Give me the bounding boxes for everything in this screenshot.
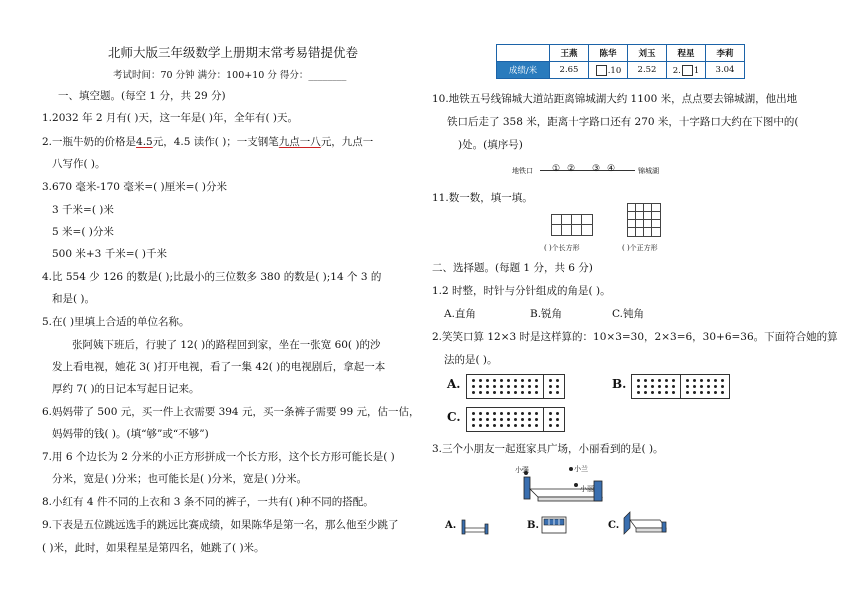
- q3-option-b-letter: B.: [527, 520, 539, 531]
- q2-text-a: 2.一瓶牛奶的价格是: [42, 136, 137, 148]
- s2-q2-line1: 2.笑笑口算 12×3 时是这样算的：10×3=30，2×3=6，30+6=36。下面符合她的算: [432, 331, 838, 343]
- player-name: 刘玉: [628, 45, 667, 62]
- q10-line3: )处。(填序号): [458, 139, 523, 151]
- section1-heading: 一、填空题。(每空 1 分，共 29 分): [58, 90, 226, 102]
- table-header-label: 选手: [497, 45, 550, 62]
- q3-line4: 500 米+3 千米=( )千米: [52, 248, 168, 260]
- rect-grid-figure: [551, 214, 593, 236]
- q2-text-c: 元，九点一: [320, 136, 374, 148]
- line-mark: ④: [607, 164, 616, 174]
- score-cell: 2.52: [628, 62, 667, 79]
- score-cell: 3.04: [706, 62, 745, 79]
- player-name: 李莉: [706, 45, 745, 62]
- page-title: 北师大版三年级数学上册期末常考易错提优卷: [108, 45, 359, 60]
- dot-array-option-c: [466, 407, 565, 432]
- player-name: 王燕: [550, 45, 589, 62]
- s2-q2-line2: 法的是( )。: [444, 354, 498, 366]
- q2-option-b-letter: B.: [612, 377, 627, 391]
- bed-side-view-icon: [460, 514, 490, 536]
- q5-line2: 张阿姨下班后，行驶了 12( )的路程回到家，坐在一张宽 60( )的沙: [72, 339, 381, 351]
- q4-line1: 4.比 554 少 126 的数是( );比最小的三位数多 380 的数是( );14 个 3 的: [42, 271, 382, 283]
- blank-box: [682, 65, 693, 76]
- s2-q1-option: B.锐角: [530, 308, 563, 320]
- child-name-label: 小丽: [580, 485, 594, 493]
- child-figure-icon: [574, 483, 578, 487]
- player-name: 陈华: [589, 45, 628, 62]
- s2-q3: 3.三个小朋友一起逛家具广场，小丽看到的是( )。: [432, 443, 664, 455]
- s2-q1: 1.2 时整，时针与分针组成的角是( )。: [432, 285, 611, 297]
- q6-line1: 6.妈妈带了 500 元，买一件上衣需要 394 元，买一条裤子需要 99 元，估一估，: [42, 406, 420, 418]
- q4-line2: 和是( )。: [52, 293, 96, 305]
- bed-angled-view-icon: [620, 508, 670, 538]
- child-name-label: 小兰: [574, 465, 588, 473]
- q7-line1: 7.用 6 个边长为 2 分米的小正方形拼成一个长方形，这个长方形可能长是( ): [42, 451, 395, 463]
- table-row-label: 成绩/米: [497, 62, 550, 79]
- q3-option-c-letter: C.: [608, 520, 620, 531]
- score-tail: .10: [607, 65, 622, 76]
- q2-price2: 九点一八: [278, 136, 321, 148]
- q1: 1.2032 年 2 月有( )天，这一年是( )年，全年有( )天。: [42, 112, 299, 124]
- q2-option-a-letter: A.: [447, 377, 461, 391]
- q2-line2: 八写作( )。: [52, 158, 106, 170]
- q2-text-b: 元，4.5 读作( )；一支钢笔: [152, 136, 279, 148]
- player-name: 程星: [667, 45, 706, 62]
- q3-line1: 3.670 毫米-170 毫米=( )厘米=( )分米: [42, 181, 227, 193]
- line-end-label: 锦城湖: [638, 167, 659, 175]
- q2-line1: [42, 134, 373, 149]
- q10-line1: 10.地铁五号线锦城大道站距离锦城湖大约 1100 米，点点要去锦城湖，他出地: [432, 93, 798, 105]
- q11: 11.数一数，填一填。: [432, 192, 533, 204]
- score-head: 2.: [672, 65, 681, 76]
- q3-option-a-letter: A.: [445, 520, 457, 531]
- dot-array-option-b: [631, 374, 730, 399]
- exam-info: 考试时间：70 分钟 满分：100+10 分 得分：________: [113, 70, 347, 81]
- q9-line2: ( )米，此时，如果程星是第四名，她跳了( )米。: [42, 542, 265, 554]
- line-start-label: 地铁口: [512, 167, 533, 175]
- bed-scene-illustration: [516, 463, 616, 507]
- score-cell: 2.65: [550, 62, 589, 79]
- child-figure-icon: [569, 467, 573, 471]
- s2-q1-option: C.钝角: [612, 308, 644, 320]
- dot-array-option-a: [466, 374, 565, 399]
- score-table: [496, 44, 745, 79]
- q5-line3: 发上看电视，她花 3( )打开电视，看了一集 42( )的电视剧后，拿起一本: [52, 361, 386, 373]
- q8: 8.小红有 4 件不同的上衣和 3 条不同的裤子，一共有( )种不同的搭配。: [42, 496, 374, 508]
- q2-price: 4.5: [136, 136, 153, 148]
- score-tail: 1: [693, 65, 700, 76]
- q5-line4: 厚约 7( )的日记本写起日记来。: [52, 383, 200, 395]
- bed-front-view-icon: [540, 514, 568, 536]
- q10-line2: 铁口后走了 358 米，距离十字路口还有 270 米，十字路口大约在下图中的(: [447, 116, 799, 128]
- q11-label-square: ( )个正方形: [622, 244, 658, 252]
- s2-q1-option: A.直角: [444, 308, 476, 320]
- q5-line1: 5.在( )里填上合适的单位名称。: [42, 316, 190, 328]
- q3-line2: 3 千米=( )米: [52, 204, 114, 216]
- line-mark: ②: [567, 164, 576, 174]
- q7-line2: 分米，宽是( )分米；也可能长是( )分米，宽是( )分米。: [52, 473, 308, 485]
- line-mark: ③: [592, 164, 601, 174]
- line-mark: ①: [552, 164, 561, 174]
- q2-option-c-letter: C.: [447, 410, 461, 424]
- q9-line1: 9.下表是五位跳远选手的跳远比赛成绩，如果陈华是第一名，那么他至少跳了: [42, 519, 399, 531]
- score-cell: [589, 62, 628, 79]
- score-cell: [667, 62, 706, 79]
- blank-box: [596, 65, 607, 76]
- q11-label-rect: ( )个长方形: [544, 244, 580, 252]
- child-name-label: 小强: [515, 466, 529, 474]
- section2-heading: 二、选择题。(每题 1 分，共 6 分): [432, 262, 593, 274]
- square-grid-figure: [627, 203, 661, 237]
- q3-line3: 5 米=( )分米: [52, 226, 114, 238]
- q6-line2: 妈妈带的钱( )。(填“够”或“不够”): [52, 428, 209, 440]
